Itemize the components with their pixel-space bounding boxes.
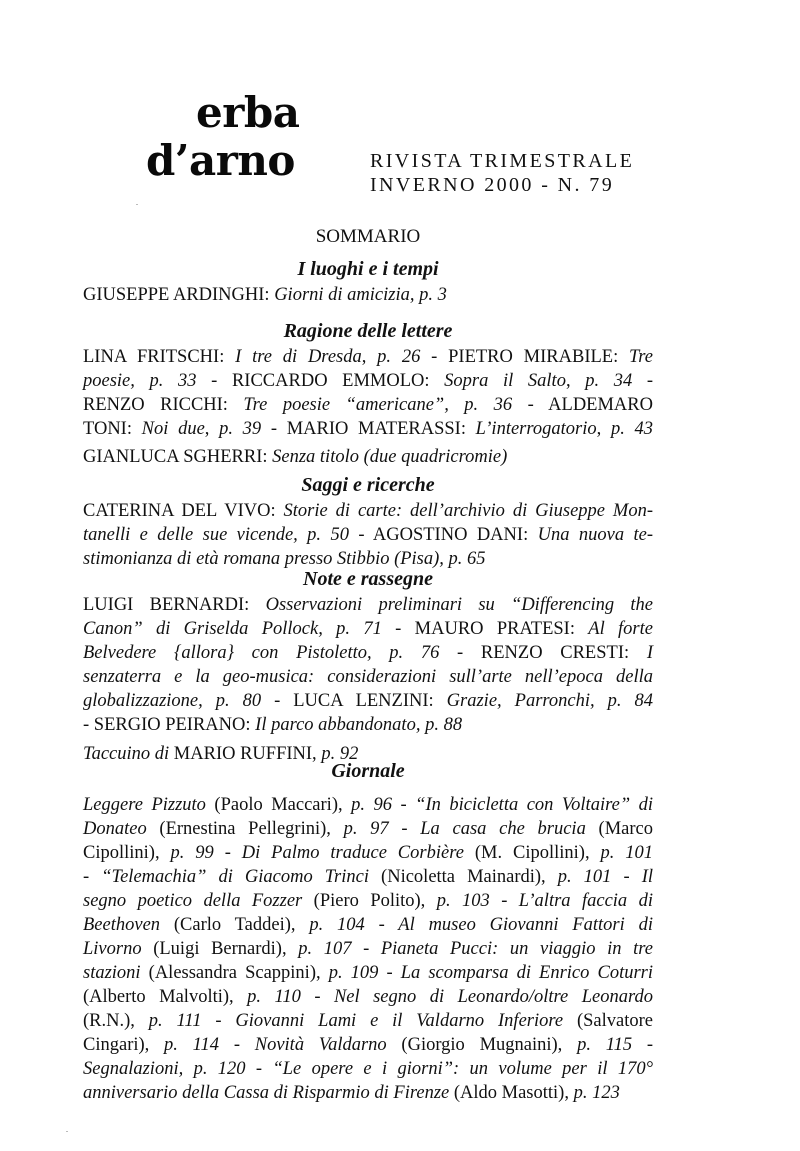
toc-entry-line bbox=[83, 794, 653, 816]
entry-title-text: p. 107 - Pianeta Pucci: un viaggio in tre bbox=[298, 939, 653, 959]
entry-title-text: Una nuova te- bbox=[537, 525, 653, 545]
entry-title-text: Segnalazioni, p. 120 - “Le opere e i giorni”: un volume per il 170° bbox=[83, 1059, 653, 1079]
entry-title-text: anniversario della Cassa di Risparmio di Firenze bbox=[83, 1083, 450, 1103]
entry-title-text: Storie di carte: dell’archivio di Giuseppe Mon- bbox=[283, 501, 653, 521]
entry-title-text: Canon” di Griselda Pollock, p. 71 bbox=[83, 619, 382, 639]
entry-author-text: TONI: bbox=[83, 419, 142, 439]
entry-title-text: globalizzazione, p. 80 bbox=[83, 691, 262, 711]
toc-entry-line bbox=[83, 842, 653, 864]
logo-darno: d’arno bbox=[146, 136, 295, 185]
entry-author-text: (Nicoletta Mainardi), bbox=[369, 867, 558, 887]
entry-author-text: RENZO RICCHI: bbox=[83, 395, 244, 415]
entry-author-text: (Piero Polito), bbox=[302, 891, 437, 911]
entry-title-text: stimonianza di età romana presso Stibbio (Pisa), p. 65 bbox=[83, 549, 486, 569]
toc-entry-line bbox=[83, 914, 653, 936]
toc-entry-line bbox=[83, 1034, 653, 1056]
entry-title-text: segno poetico della Fozzer bbox=[83, 891, 303, 911]
entry-author-text: - SERGIO PEIRANO: bbox=[83, 715, 256, 735]
entry-title-text: p. 97 - La casa che brucia bbox=[343, 819, 586, 839]
toc-entry-line bbox=[83, 962, 653, 984]
entry-title-text: p. 34 bbox=[585, 371, 633, 391]
entry-title-text: p. 115 - bbox=[577, 1035, 653, 1055]
print-speck bbox=[136, 204, 138, 205]
entry-author-text: (Aldo Masotti), bbox=[449, 1083, 574, 1103]
toc-entry-line bbox=[83, 500, 653, 522]
entry-title-text: p. 101 - Il bbox=[557, 867, 653, 887]
toc-entry-line bbox=[83, 594, 653, 616]
section-heading: Ragione delle lettere bbox=[283, 320, 453, 342]
entry-author-text: (Alberto Malvolti), bbox=[83, 987, 248, 1007]
toc-entry-line bbox=[83, 284, 653, 306]
entry-title-text: Beethoven bbox=[83, 915, 161, 935]
entry-author-text: - RICCARDO EMMOLO: bbox=[196, 371, 445, 391]
entry-title-text: Sopra il Salto bbox=[444, 371, 566, 391]
toc-entry-line bbox=[83, 548, 653, 570]
entry-author-text: Cingari), bbox=[83, 1035, 165, 1055]
entry-title-text: Livorno bbox=[83, 939, 142, 959]
section-heading: Note e rassegne bbox=[303, 568, 433, 590]
toc-entry-line bbox=[83, 394, 653, 416]
entry-title-text: stazioni bbox=[83, 963, 141, 983]
entry-title-text: p. 26 bbox=[377, 347, 421, 367]
entry-title-text: Tre poesie “americane”, p. 36 bbox=[243, 395, 513, 415]
entry-title-text: Giorni di amicizia, p. 3 bbox=[274, 285, 447, 305]
entry-title-text: Il parco abbandonato, p. 88 bbox=[255, 715, 463, 735]
entry-author-text: (Paolo Maccari), bbox=[205, 795, 352, 815]
entry-title-text: Grazie, Parronchi, p. 84 bbox=[446, 691, 653, 711]
entry-author-text: (M. Cipollini), bbox=[463, 843, 601, 863]
entry-author-text: - ALDEMARO bbox=[512, 395, 653, 415]
entry-title-text: Leggere Pizzuto bbox=[83, 795, 206, 815]
toc-entry-line bbox=[83, 370, 653, 392]
entry-title-text: poesie, p. 33 bbox=[83, 371, 197, 391]
toc-entry-line bbox=[83, 446, 653, 468]
entry-author-text: - RENZO CRESTI: bbox=[439, 643, 647, 663]
entry-title-text: Belvedere {allora} con Pistoletto, p. 76 bbox=[83, 643, 440, 663]
toc-entry-line bbox=[83, 418, 653, 440]
toc-entry-line bbox=[83, 818, 653, 840]
toc-entry-line bbox=[83, 666, 653, 688]
toc-entry-line bbox=[83, 714, 653, 736]
entry-author-text: - PIETRO MIRABILE: bbox=[420, 347, 630, 367]
toc-entry-line bbox=[83, 690, 653, 712]
entry-title-text: p. 114 - Novità Valdarno bbox=[164, 1035, 387, 1055]
entry-author-text: , bbox=[361, 347, 378, 367]
entry-author-text: - AGOSTINO DANI: bbox=[348, 525, 538, 545]
entry-title-text: p. 103 - L’altra faccia di bbox=[436, 891, 653, 911]
section-heading: I luoghi e i tempi bbox=[297, 258, 439, 280]
entry-author-text: (Ernestina Pellegrini), bbox=[146, 819, 344, 839]
journal-subtitle: RIVISTA TRIMESTRALE bbox=[370, 150, 635, 172]
toc-entry-line bbox=[83, 642, 653, 664]
entry-title-text: Noi due bbox=[141, 419, 205, 439]
entry-author-text: - LUCA LENZINI: bbox=[261, 691, 447, 711]
toc-entry-line bbox=[83, 618, 653, 640]
entry-title-text: p. 110 - Nel segno di Leonardo/oltre Leonardo bbox=[247, 987, 653, 1007]
entry-title-text: Tre bbox=[629, 347, 654, 367]
entry-author-text: LINA FRITSCHI: bbox=[83, 347, 236, 367]
section-heading: Giornale bbox=[331, 760, 405, 782]
entry-title-text: Donateo bbox=[83, 819, 147, 839]
entry-author-text: LUIGI BERNARDI: bbox=[83, 595, 266, 615]
entry-title-text: Al forte bbox=[588, 619, 653, 639]
entry-author-text: MARIO RUFFINI, bbox=[173, 744, 322, 764]
entry-author-text: Cipollini), bbox=[83, 843, 171, 863]
toc-entry-line bbox=[83, 524, 653, 546]
toc-entry-line bbox=[83, 866, 653, 888]
entry-title-text: - “Telemachia” di Giacomo Trinci bbox=[83, 867, 369, 887]
entry-title-text: Taccuino di bbox=[83, 744, 174, 764]
entry-title-text: tanelli e delle sue vicende, p. 50 bbox=[83, 525, 349, 545]
entry-title-text: p. 43 bbox=[610, 419, 653, 439]
entry-author-text: (Carlo Taddei), bbox=[160, 915, 310, 935]
entry-title-text: L’interrogatorio bbox=[475, 419, 597, 439]
entry-author-text: (Giorgio Mugnaini), bbox=[386, 1035, 578, 1055]
toc-entry-line bbox=[83, 1058, 653, 1080]
toc-entry-line bbox=[83, 346, 653, 368]
toc-entry-line bbox=[83, 1010, 653, 1032]
entry-author-text: GIUSEPPE ARDINGHI: bbox=[83, 285, 275, 305]
toc-entry-line bbox=[83, 938, 653, 960]
logo-erba: erba bbox=[196, 88, 300, 137]
entry-title-text: Senza titolo (due quadricromie) bbox=[272, 447, 508, 467]
entry-title-text: p. 96 - “In bicicletta con Voltaire” di bbox=[351, 795, 653, 815]
entry-title-text: p. 109 - La scomparsa di Enrico Coturri bbox=[328, 963, 653, 983]
entry-author-text: - MARIO MATERASSI: bbox=[261, 419, 476, 439]
entry-author-text: (Marco bbox=[585, 819, 653, 839]
entry-author-text: (Salvatore bbox=[563, 1011, 653, 1031]
entry-author-text: , bbox=[565, 371, 586, 391]
entry-author-text: , bbox=[204, 419, 220, 439]
entry-author-text: CATERINA DEL VIVO: bbox=[83, 501, 284, 521]
entry-title-text: senzaterra e la geo-musica: considerazioni sull’arte nell’epoca della bbox=[83, 667, 653, 687]
entry-title-text: p. 123 bbox=[573, 1083, 620, 1103]
entry-title-text: p. 99 - Di Palmo traduce Corbière bbox=[170, 843, 464, 863]
issue-info: INVERNO 2000 - N. 79 bbox=[370, 174, 615, 196]
entry-title-text: p. 101 bbox=[600, 843, 654, 863]
entry-title-text: I tre di Dresda bbox=[235, 347, 362, 367]
entry-title-text: Osservazioni preliminari su “Differencing the bbox=[265, 595, 653, 615]
print-speck bbox=[66, 1131, 68, 1132]
entry-author-text: , bbox=[596, 419, 611, 439]
section-heading: Saggi e ricerche bbox=[301, 474, 435, 496]
entry-author-text: - bbox=[632, 371, 654, 391]
entry-author-text: - MAURO PRATESI: bbox=[381, 619, 589, 639]
entry-author-text: (Alessandra Scappini), bbox=[140, 963, 329, 983]
entry-author-text: (R.N.), bbox=[83, 1011, 149, 1031]
toc-entry-line bbox=[83, 986, 653, 1008]
entry-title-text: p. 104 - Al museo Giovanni Fattori di bbox=[309, 915, 653, 935]
toc-entry-line bbox=[83, 890, 653, 912]
toc-title: SOMMARIO bbox=[315, 226, 421, 247]
entry-title-text: p. 92 bbox=[321, 744, 359, 764]
entry-title-text: I bbox=[646, 643, 653, 663]
entry-title-text: p. 39 bbox=[219, 419, 262, 439]
toc-entry-line bbox=[83, 1082, 653, 1104]
entry-author-text: GIANLUCA SGHERRI: bbox=[83, 447, 273, 467]
entry-title-text: p. 111 - Giovanni Lami e il Valdarno Inferiore bbox=[148, 1011, 564, 1031]
entry-author-text: (Luigi Bernardi), bbox=[141, 939, 299, 959]
